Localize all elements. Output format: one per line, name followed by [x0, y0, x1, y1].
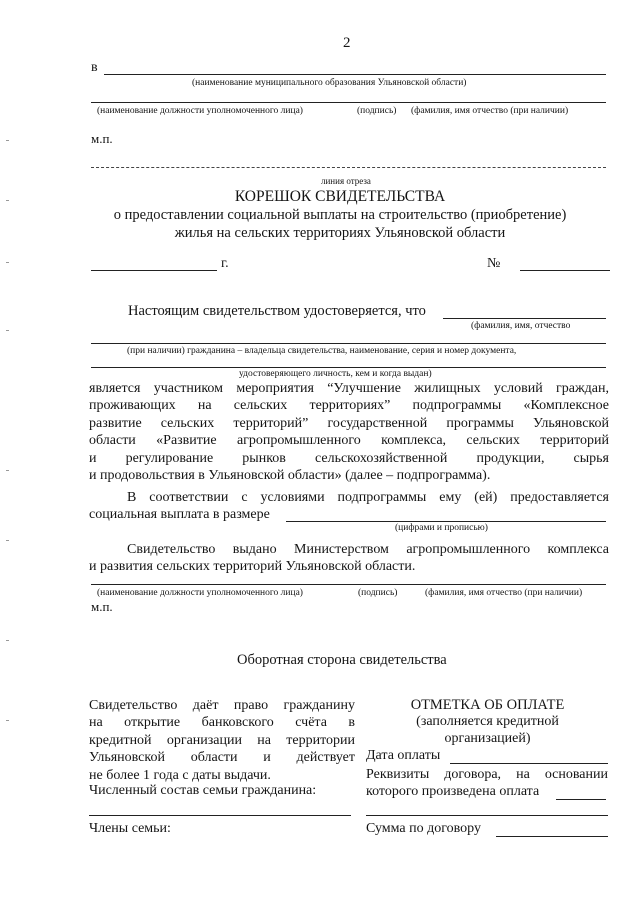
reverse-left-text — [89, 697, 355, 784]
contract-sum-label: Сумма по договору — [366, 821, 481, 836]
caption-fio-top: (фамилия, имя отчество (при наличии) — [411, 106, 569, 116]
para3-line-2: и развития сельских территорий Ульяновской области. — [89, 559, 416, 574]
left-line: кредитной организации на территории — [89, 732, 355, 748]
para1-line: области «Развитие агропромышленного комплекса, сельских территорий — [89, 433, 609, 449]
caption-position-stub: (наименование должности уполномоченного лица) — [97, 588, 303, 598]
para1-line: и регулирование рынков сельскохозяйственной продукции, сырья — [89, 450, 609, 466]
payment-title: ОТМЕТКА ОБ ОПЛАТЕ — [410, 697, 565, 713]
reverse-title: Оборотная сторона свидетельства — [237, 652, 447, 668]
cut-line-label: линия отреза — [321, 176, 371, 186]
stub-subtitle-1: о предоставлении социальной выплаты на строительство (приобретение) — [113, 207, 567, 223]
page-number: 2 — [343, 35, 351, 51]
para1-line: проживающих на сельских территориях” подпрограммы «Комплексное — [89, 398, 609, 414]
municipality-line — [104, 74, 606, 75]
holder-name-field[interactable] — [443, 318, 606, 319]
amount-field[interactable] — [286, 521, 606, 522]
caption-holder-3: удостоверяющего личность, кем и когда выдан) — [239, 369, 432, 379]
para3-line: Свидетельство выдано Министерством агропромышленного комплекса — [127, 542, 609, 557]
para1-line: является участником мероприятия “Улучшение жилищных условий граждан, — [89, 381, 609, 396]
year-suffix: г. — [221, 256, 229, 271]
mp-top: м.п. — [91, 131, 113, 146]
contract-line-2: которого произведена оплата — [366, 784, 540, 799]
payment-sub-1: (заполняется кредитной — [416, 714, 559, 729]
left-line: Ульяновской области и действует — [89, 750, 355, 766]
contract-sum-field[interactable] — [496, 836, 608, 837]
prefix-v: в — [91, 60, 98, 75]
cut-line — [91, 167, 606, 168]
caption-municipality: (наименование муниципального образования Ульяновской области) — [192, 78, 467, 88]
mp-stub: м.п. — [91, 599, 113, 614]
certify-text: Настоящим свидетельством удостоверяется, что — [128, 303, 426, 319]
caption-holder-1: (фамилия, имя, отчество — [471, 321, 571, 331]
paragraph-payment — [127, 489, 609, 506]
holder-name-field-3[interactable] — [91, 367, 606, 368]
contract-line: Реквизиты договора, на основании — [366, 767, 608, 782]
para1-line: развитие сельских территорий” государственной программы Ульяновской — [89, 415, 609, 431]
family-count-field[interactable] — [89, 815, 351, 816]
caption-amount: (цифрами и прописью) — [395, 523, 488, 533]
caption-signature-stub: (подпись) — [358, 588, 398, 598]
stub-official-line — [91, 584, 606, 585]
payment-date-field[interactable] — [450, 763, 608, 764]
payment-date-label: Дата оплаты — [366, 748, 441, 763]
stub-subtitle-2: жилья на сельских территориях Ульяновской области — [174, 225, 506, 241]
caption-position-top: (наименование должности уполномоченного лица) — [97, 106, 303, 116]
official-line — [91, 102, 606, 103]
family-count-label: Численный состав семьи гражданина: — [89, 783, 317, 798]
para2-line-2: социальная выплата в размере — [89, 507, 270, 522]
left-line: Свидетельство даёт право гражданину — [89, 698, 355, 713]
para2-line: В соответствии с условиями подпрограммы ему (ей) предоставляется — [127, 490, 609, 505]
para1-line: и продовольствия в Ульяновской области» (далее – подпрограмма). — [89, 468, 491, 484]
family-members-label: Члены семьи: — [89, 821, 171, 836]
number-sign: № — [487, 256, 501, 271]
holder-name-field-2[interactable] — [91, 343, 606, 344]
paragraph-issued — [127, 541, 609, 558]
paragraph-participant — [89, 380, 609, 484]
caption-holder-2: (при наличии) гражданина – владельца свидетельства, наименование, серия и номер документа, — [127, 346, 517, 356]
stub-title: КОРЕШОК СВИДЕТЕЛЬСТВА — [234, 188, 446, 205]
payment-sub-2: организацией) — [444, 731, 531, 746]
number-field[interactable] — [520, 270, 610, 271]
date-field[interactable] — [91, 270, 217, 271]
contract-text — [366, 766, 608, 783]
contract-field[interactable] — [556, 799, 606, 800]
left-line: не более 1 года с даты выдачи. — [89, 767, 271, 783]
caption-fio-stub: (фамилия, имя отчество (при наличии) — [425, 588, 583, 598]
caption-signature-top: (подпись) — [357, 106, 397, 116]
left-line: на открытие банковского счёта в — [89, 715, 355, 731]
contract-field-2[interactable] — [366, 815, 608, 816]
